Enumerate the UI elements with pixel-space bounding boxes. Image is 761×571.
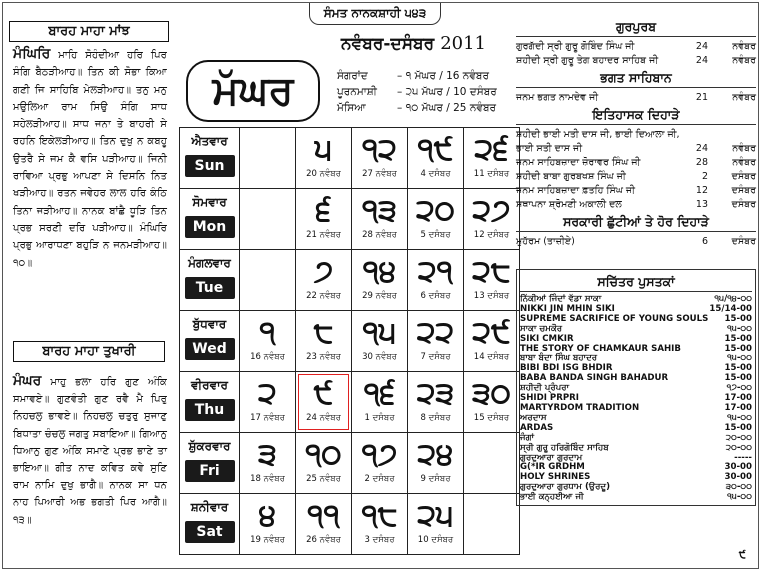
date-cell — [240, 372, 296, 433]
info-value: – ੧ ਮੱਘਰ / 16 ਨਵੰਬਰ — [397, 70, 489, 82]
gregorian-date: 25 ਨਵੰਬਰ — [306, 474, 341, 484]
desi-date: ੫ — [314, 132, 333, 167]
date-cell — [464, 494, 520, 555]
desi-date: ੭ — [313, 254, 334, 289]
desi-date: ੨੪ — [417, 437, 454, 472]
date-cell — [296, 494, 352, 555]
book-title: ਸ਼ਹੀਦੀ ਪ੍ਰੰਪਰਾ — [520, 383, 570, 394]
itihasik-row — [516, 142, 756, 156]
date-cell — [408, 494, 464, 555]
book-price: 15/14-00 — [709, 303, 752, 314]
event-date — [694, 235, 756, 249]
gregorian-date: 20 ਨਵੰਬਰ — [306, 169, 341, 179]
info-label: ਮੱਸਿਆ — [337, 102, 366, 114]
event-month: ਨਵੰਬਰ — [732, 41, 756, 52]
desi-date: ੨ — [258, 376, 277, 411]
date-cell — [352, 250, 408, 311]
book-price: 15-00 — [724, 373, 752, 384]
month-name: ਮੱਘਰ — [186, 60, 320, 122]
book-price: 15-00 — [724, 363, 752, 374]
date-cell — [296, 250, 352, 311]
info-sangrand — [337, 70, 489, 83]
book-title: ਸ੍ਰੀ ਗੁਰੂ ਹਰਿਗੋਬਿੰਦ ਸਾਹਿਬ — [520, 442, 609, 453]
day-label-fri — [180, 433, 240, 494]
week-row-tue — [180, 250, 520, 311]
event-date — [694, 156, 756, 170]
date-cell — [408, 189, 464, 250]
desi-date: ੨੭ — [472, 193, 511, 228]
week-row-sun — [180, 128, 520, 189]
book-title: NIKKI JIN MHIN SIKI — [520, 303, 615, 314]
date-cell — [408, 311, 464, 372]
book-title: ਗੁਰਦੁਆਰਾ ਗੁਰਧਾਮ (ਉਰਦੂ) — [520, 482, 611, 493]
gregorian-date: 1 ਦਸੰਬਰ — [364, 413, 395, 423]
gregorian-date: 2 ਦਸੰਬਰ — [364, 474, 395, 484]
date-cell — [296, 311, 352, 372]
book-price: ੨੦-੦੦ — [725, 442, 752, 453]
desi-date: ੧੧ — [307, 498, 340, 533]
event-date — [694, 40, 756, 54]
book-price: ੧੫-੦੦ — [727, 353, 752, 364]
desi-date: ੨੨ — [416, 315, 455, 350]
date-cell — [464, 189, 520, 250]
day-name-english: Sat — [185, 521, 235, 543]
day-name-punjabi: ਸ਼ੁੱਕਰਵਾਰ — [188, 439, 231, 453]
desi-date: ੧੩ — [362, 193, 397, 228]
sarkari-title: ਸਰਕਾਰੀ ਛੁੱਟੀਆਂ ਤੇ ਹੋਰ ਦਿਹਾੜੇ — [516, 214, 756, 232]
info-value: – ੧੦ ਮੱਘਰ / 25 ਨਵੰਬਰ — [397, 102, 497, 114]
gregorian-date: 15 ਦਸੰਬਰ — [473, 413, 510, 423]
info-label: ਪੂਰਨਮਾਸ਼ੀ — [337, 86, 377, 98]
date-cell — [464, 433, 520, 494]
book-title: MARTYRDOM TRADITION — [520, 402, 640, 413]
gregorian-date: 28 ਨਵੰਬਰ — [362, 230, 397, 240]
date-cell — [352, 494, 408, 555]
book-price: 17-00 — [724, 393, 752, 404]
date-cell — [352, 433, 408, 494]
book-price: ੧੫/੧੪-੦੦ — [714, 294, 752, 304]
event-day: 24 — [695, 143, 708, 154]
desi-date: ੨੬ — [474, 132, 509, 167]
desi-date: ੨੫ — [417, 498, 454, 533]
desi-date: ੬ — [315, 193, 332, 228]
book-title: ਜੰਗਾਂ — [520, 432, 535, 443]
date-cell — [352, 128, 408, 189]
gregorian-date: 11 ਦਸੰਬਰ — [473, 169, 510, 179]
gregorian-date: 7 ਦਸੰਬਰ — [420, 352, 451, 362]
itihasik-row — [516, 170, 756, 184]
desi-date: ੩ — [258, 437, 277, 472]
bhagat-title: ਭਗਤ ਸਾਹਿਬਾਨ — [516, 70, 756, 88]
date-cell — [240, 189, 296, 250]
book-title: BABA BANDA SINGH BAHADUR — [520, 373, 669, 384]
event-name: ਜਨਮ ਸਾਹਿਬਜ਼ਾਦਾ ਫ਼ਤਹਿ ਸਿੰਘ ਜੀ — [516, 185, 635, 196]
itihasik-title: ਇਤਿਹਾਸਕ ਦਿਹਾੜੇ — [516, 107, 756, 125]
gregorian-date: 24 ਨਵੰਬਰ — [306, 413, 341, 423]
day-name-english: Sun — [185, 155, 235, 177]
desi-date: ੧੭ — [361, 437, 398, 472]
date-cell — [352, 372, 408, 433]
day-label-sat — [180, 494, 240, 555]
info-label: ਸੰਗਰਾਂਦ — [337, 70, 368, 82]
gurpurab-row — [516, 54, 756, 68]
book-row — [520, 414, 752, 424]
desi-date: ੧੨ — [362, 132, 397, 167]
itihasik-row — [516, 198, 756, 212]
book-title: HOLY SHRINES — [520, 472, 591, 483]
event-date — [694, 170, 756, 184]
desi-date: ੧੮ — [361, 498, 398, 533]
itihasik-row — [516, 156, 756, 170]
book-price: ੩੦-੦੦ — [725, 482, 752, 493]
day-name-punjabi: ਐਤਵਾਰ — [191, 134, 228, 148]
date-cell — [464, 250, 520, 311]
event-month: ਦਸੰਬਰ — [731, 199, 756, 210]
event-month: ਨਵੰਬਰ — [732, 157, 756, 168]
calendar-grid — [179, 127, 520, 555]
desi-date: ੯ — [313, 376, 334, 411]
date-cell — [464, 372, 520, 433]
month-range — [341, 33, 486, 54]
book-price: ----- — [734, 452, 752, 463]
week-row-fri — [180, 433, 520, 494]
day-name-english: Wed — [185, 338, 235, 360]
day-label-mon — [180, 189, 240, 250]
date-cell — [240, 433, 296, 494]
gregorian-date: 13 ਦਸੰਬਰ — [473, 291, 510, 301]
gregorian-date: 27 ਨਵੰਬਰ — [362, 169, 397, 179]
book-title: ਅਰਦਾਸ — [520, 412, 547, 423]
desi-date: ੧੫ — [362, 315, 397, 350]
gregorian-date: 5 ਦਸੰਬਰ — [420, 230, 451, 240]
date-cell — [240, 128, 296, 189]
event-day: 28 — [695, 157, 708, 168]
desi-date: ੩੦ — [472, 376, 511, 411]
event-month: ਨਵੰਬਰ — [732, 55, 756, 66]
date-cell — [408, 128, 464, 189]
event-day: 24 — [695, 55, 708, 66]
event-date — [694, 54, 756, 68]
barah-maha-body: ਮਾਹਿ ਸੋਹੰਦੀਆ ਹਰਿ ਪਿਰ ਸੰਗਿ ਬੈਠੜੀਆਹ॥ ਤਿਨ ਕੀ ਸੋਭਾ ਕਿਆ ਗਣੀ ਜਿ ਸਾਹਿਬਿ ਮੇਲੜੀਆਹ॥ ਤਨੁ ਮਨੁ ਮਉਲਿਆ ਰਾਮ ਸਿਉ ਸੰਗਿ ਸਾਧ ਸਹੇਲੜੀਆਹ॥ ਸਾਧ ਜਨਾ ਤੇ ਬਾਹਰੀ ਸੇ ਰਹਨਿ ਇਕੇਲੜੀਆਹ॥ ਤਿਨ ਦੁਖੁ ਨ ਕਬਹੂ ਉਤਰੈ ਸੇ ਜਮ ਕੈ ਵਸਿ ਪੜੀਆਹ॥ ਜਿਨੀ ਰਾਵਿਆ ਪ੍ਰਭੁ ਆਪਣਾ ਸੇ ਦਿਸਨਿ ਨਿਤ ਖੜੀਆਹ॥ ਰਤਨ ਜਵੇਹਰ ਲਾਲ ਹਰਿ ਕੰਠਿ ਤਿਨਾ ਜੜੀਆਹ॥ ਨਾਨਕ ਬਾਂਛੈ ਧੂੜਿ ਤਿਨ ਪ੍ਰਭ ਸਰਣੀ ਦਰਿ ਪੜੀਆਹ॥ ਮੰਘਿਰਿ ਪ੍ਰਭੁ ਆਰਾਧਣਾ ਬਹੁੜਿ ਨ ਜਨਮੜੀਆਹ॥੧੦॥ — [13, 50, 167, 269]
book-title: ਬਾਬਾ ਬੰਦਾ ਸਿੰਘ ਬਹਾਦਰ — [520, 353, 598, 364]
book-title: ਗੁਰਦੁਆਰਾ ਗੁਰਦਾਮ — [520, 452, 583, 463]
book-row — [520, 493, 752, 503]
day-name-english: Mon — [185, 216, 235, 238]
observances-panel — [516, 17, 756, 249]
calendar-page — [2, 2, 759, 569]
desi-date: ੨੯ — [472, 315, 511, 350]
desi-date: ੨੦ — [416, 193, 455, 228]
date-cell — [296, 189, 352, 250]
date-cell — [464, 311, 520, 372]
day-name-punjabi: ਸੋਮਵਾਰ — [192, 195, 227, 209]
book-price: 30-00 — [724, 462, 752, 473]
books-title: ਸਚਿੱਤਰ ਪੁਸਤਕਾਂ — [520, 274, 752, 292]
tukhari-body: ਮਾਹੁ ਭਲਾ ਹਰਿ ਗੁਣ ਅੰਕਿ ਸਮਾਵਏ॥ ਗੁਣਵੰਤੀ ਗੁਣ ਰਵੈ ਮੈ ਪਿਰੁ ਨਿਹਚਲੁ ਭਾਵਏ॥ ਨਿਹਚਲੁ ਚਤੁਰੁ ਸੁਜਾਣੁ ਬਿਧਾਤਾ ਚੰਚਲੁ ਜਗਤੁ ਸਬਾਇਆ॥ ਗਿਆਨੁ ਧਿਆਨੁ ਗੁਣ ਅੰਕਿ ਸਮਾਣੇ ਪ੍ਰਭ ਭਾਣੇ ਤਾ ਭਾਇਆ॥ ਗੀਤ ਨਾਦ ਕਵਿਤ ਕਵੇ ਸੁਣਿ ਰਾਮ ਨਾਮਿ ਦੁਖੁ ਭਾਗੈ॥ ਨਾਨਕ ਸਾ ਧਨ ਨਾਹ ਪਿਆਰੀ ਅਭ ਭਗਤੀ ਪਿਰ ਆਗੈ॥੧੩॥ — [13, 377, 167, 526]
event-name: ਸ਼ਹੀਦੀ ਸ੍ਰੀ ਗੁਰੂ ਤੇਗ ਬਹਾਦਰ ਸਾਹਿਬ ਜੀ — [516, 55, 659, 66]
gregorian-date: 17 ਨਵੰਬਰ — [250, 413, 285, 423]
event-date — [694, 142, 756, 156]
year: 2011 — [440, 33, 487, 54]
event-month: ਦਸੰਬਰ — [731, 185, 756, 196]
gregorian-date: 16 ਨਵੰਬਰ — [250, 352, 285, 362]
event-name: ਸ਼ਹੀਦੀ ਭਾਈ ਮਤੀ ਦਾਸ ਜੀ, ਭਾਈ ਦਿਆਲਾ ਜੀ, — [516, 129, 680, 140]
day-name-punjabi: ਬੁੱਧਵਾਰ — [192, 317, 227, 331]
gregorian-date: 4 ਦਸੰਬਰ — [420, 169, 451, 179]
event-name: ਮੁਹੱਰਮ (ਤਾਜ਼ੀਏ) — [516, 236, 575, 247]
day-label-sun — [180, 128, 240, 189]
book-price: 15-00 — [724, 333, 752, 344]
event-month: ਨਵੰਬਰ — [732, 92, 756, 103]
event-month: ਦਸੰਬਰ — [731, 236, 756, 247]
gregorian-date: 30 ਨਵੰਬਰ — [362, 352, 397, 362]
itihasik-row — [516, 184, 756, 198]
event-name: ਭਾਈ ਸਤੀ ਦਾਸ ਜੀ — [516, 143, 583, 154]
gregorian-date: 6 ਦਸੰਬਰ — [420, 291, 451, 301]
date-cell — [464, 128, 520, 189]
book-price: ੧੫-੦੦ — [727, 492, 752, 503]
book-title: THE STORY OF CHAMKAUR SAHIB — [520, 343, 681, 354]
desi-date: ੮ — [313, 315, 334, 350]
book-title: SHIDI PRPRI — [520, 393, 579, 404]
week-row-wed — [180, 311, 520, 372]
day-label-tue — [180, 250, 240, 311]
info-masia — [337, 102, 496, 115]
gurpurab-title: ਗੁਰਪੁਰਬ — [516, 19, 756, 37]
date-cell — [352, 311, 408, 372]
date-cell — [296, 433, 352, 494]
day-name-punjabi: ਸ਼ਨੀਵਾਰ — [190, 500, 229, 514]
book-price: 17-00 — [724, 402, 752, 413]
itihasik-row — [516, 128, 756, 142]
info-puranmashi — [337, 86, 497, 99]
book-row — [520, 444, 752, 454]
gurpurab-row — [516, 40, 756, 54]
event-month: ਨਵੰਬਰ — [732, 143, 756, 154]
event-name: ਗੁਰਗੱਦੀ ਸ੍ਰੀ ਗੁਰੂ ਗੋਬਿੰਦ ਸਿੰਘ ਜੀ — [516, 41, 635, 52]
gregorian-date: 10 ਦਸੰਬਰ — [417, 535, 454, 545]
gregorian-date: 8 ਦਸੰਬਰ — [420, 413, 451, 423]
book-price: ੨੦-੦੦ — [725, 432, 752, 443]
date-cell — [240, 494, 296, 555]
gregorian-date: 18 ਨਵੰਬਰ — [250, 474, 285, 484]
book-price: ੧੫-੦੦ — [727, 323, 752, 334]
highlight-box — [298, 374, 349, 430]
gregorian-date: 26 ਨਵੰਬਰ — [306, 535, 341, 545]
event-day: 2 — [701, 171, 708, 182]
desi-date: ੧੪ — [362, 254, 397, 289]
gregorian-date: 19 ਨਵੰਬਰ — [250, 535, 285, 545]
book-price: ੧੭-੦੦ — [726, 383, 752, 394]
event-date — [694, 128, 756, 142]
event-day: 24 — [695, 41, 708, 52]
desi-date: ੧੦ — [305, 437, 342, 472]
date-cell — [240, 250, 296, 311]
event-month: ਦਸੰਬਰ — [731, 171, 756, 182]
date-cell — [296, 372, 352, 433]
book-title: ARDAS — [520, 422, 554, 433]
info-value: – ੨੫ ਮੱਘਰ / 10 ਦਸੰਬਰ — [397, 86, 497, 98]
desi-date: ੧੯ — [417, 132, 454, 167]
month-range-text: ਨਵੰਬਰ-ਦਸੰਬਰ — [341, 34, 435, 54]
desi-date: ੧੬ — [363, 376, 396, 411]
samvat-header: ਸੰਮਤ ਨਾਨਕਸ਼ਾਹੀ ੫੪੩ — [309, 3, 441, 25]
event-day — [694, 128, 708, 142]
book-title: BIBI BDI ISG BHDIR — [520, 363, 613, 374]
tukhari-lead: ਮੰਘਰ — [13, 373, 42, 389]
barah-maha-text — [9, 42, 169, 272]
gregorian-date: 23 ਨਵੰਬਰ — [306, 352, 341, 362]
tukhari-section — [13, 341, 165, 362]
week-row-sat — [180, 494, 520, 555]
page-number: ੯ — [738, 548, 746, 561]
event-day: 13 — [695, 199, 708, 210]
bhagat-row — [516, 91, 756, 105]
day-name-punjabi: ਮੰਗਲਵਾਰ — [188, 256, 231, 270]
date-cell — [296, 128, 352, 189]
gregorian-date: 12 ਦਸੰਬਰ — [473, 230, 510, 240]
gregorian-date: 29 ਨਵੰਬਰ — [362, 291, 397, 301]
desi-date: ੨੧ — [418, 254, 453, 289]
event-date — [694, 184, 756, 198]
event-name: ਜਨਮ ਭਗਤ ਨਾਮਦੇਵ ਜੀ — [516, 92, 599, 103]
date-cell — [240, 311, 296, 372]
sarkari-row — [516, 235, 756, 249]
desi-date: ੨੮ — [472, 254, 511, 289]
event-name: ਸਥਾਪਨਾ ਸ਼੍ਰੋਮਣੀ ਅਕਾਲੀ ਦਲ — [516, 199, 622, 210]
book-row — [520, 424, 752, 434]
barah-maha-lead: ਮੰਘਿਰਿ — [13, 46, 51, 62]
day-name-english: Fri — [185, 460, 235, 482]
day-label-wed — [180, 311, 240, 372]
event-day: 21 — [695, 92, 708, 103]
book-title: SUPREME SACRIFICE OF YOUNG SOULS — [520, 313, 709, 324]
book-price: 15-00 — [724, 422, 752, 433]
desi-date: ੪ — [258, 498, 277, 533]
event-date — [694, 198, 756, 212]
event-day: 12 — [695, 185, 708, 196]
book-price: 15-00 — [724, 313, 752, 324]
book-title: ਸਾਕਾ ਚਮਕੌਰ — [520, 323, 563, 334]
desi-date: ੧ — [259, 315, 276, 350]
date-cell — [352, 189, 408, 250]
desi-date: ੨੩ — [416, 376, 455, 411]
book-price: 30-00 — [724, 472, 752, 483]
book-title: ਭਾਈ ਕਨ੍ਹਈਆ ਜੀ — [520, 492, 584, 503]
day-name-punjabi: ਵੀਰਵਾਰ — [191, 378, 228, 392]
book-title: ਨਿੱਕੀਆਂ ਜਿੰਦਾਂ ਵੱਡਾ ਸਾਕਾ — [520, 294, 602, 304]
barah-maha-majh — [9, 21, 169, 272]
book-price: 15-00 — [724, 343, 752, 354]
books-panel — [516, 269, 756, 506]
gregorian-date: 22 ਨਵੰਬਰ — [306, 291, 341, 301]
event-day: 6 — [701, 236, 708, 247]
week-row-thu — [180, 372, 520, 433]
gregorian-date: 21 ਨਵੰਬਰ — [306, 230, 341, 240]
event-date — [694, 91, 756, 105]
gregorian-date: 3 ਦਸੰਬਰ — [364, 535, 395, 545]
event-name: ਜਨਮ ਸਾਹਿਬਜ਼ਾਦਾ ਜ਼ੋਰਾਵਰ ਸਿੰਘ ਜੀ — [516, 157, 641, 168]
week-row-mon — [180, 189, 520, 250]
tukhari-text — [9, 373, 169, 529]
day-label-thu — [180, 372, 240, 433]
event-name: ਸ਼ਹੀਦੀ ਬਾਬਾ ਗੁਰਬਖਸ਼ ਸਿੰਘ ਜੀ — [516, 171, 626, 182]
gregorian-date: 9 ਦਸੰਬਰ — [420, 474, 451, 484]
book-title: G(*IR GRDHM — [520, 462, 585, 473]
day-name-english: Thu — [185, 399, 235, 421]
day-name-english: Tue — [185, 277, 235, 299]
tukhari-title: ਬਾਰਹ ਮਾਹਾ ਤੁਖਾਰੀ — [13, 341, 165, 362]
date-cell — [408, 433, 464, 494]
book-row — [520, 404, 752, 414]
book-title: SIKI CMKIR — [520, 333, 574, 344]
barah-maha-title: ਬਾਰਹ ਮਾਹਾ ਮਾਂਝ — [9, 21, 169, 42]
date-cell — [408, 372, 464, 433]
date-cell — [408, 250, 464, 311]
book-price: ੧੫-੦੦ — [727, 412, 752, 423]
gregorian-date: 14 ਦਸੰਬਰ — [473, 352, 510, 362]
